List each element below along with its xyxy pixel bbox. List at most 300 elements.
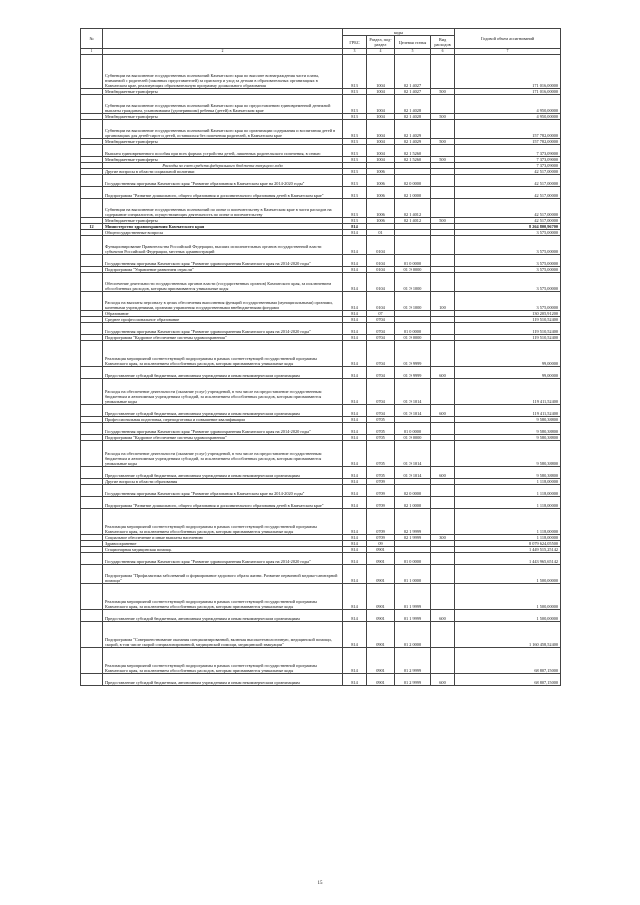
table-row — [81, 509, 561, 535]
row-name: Реализация мероприятий соответствующей подпрограммы в рамках соответствующей государственной программы Камчатского края, за исключением обособленных расходов, которым присваиваются уникальные коды — [103, 341, 343, 367]
row-amount: 171 016,00000 — [455, 89, 561, 95]
header-target: Целевая статья — [395, 36, 431, 49]
row-target: 02 0 0000 — [395, 485, 431, 497]
row-amount: 3 575,00000 — [455, 292, 561, 311]
row-exptype — [431, 485, 455, 497]
row-target: 02 1 4027 — [395, 55, 431, 89]
row-number — [81, 273, 103, 292]
row-name: Реализация мероприятий соответствующей подпрограммы в рамках соответствующей государственной программы Камчатского края, за исключением обособленных расходов, которым присваиваются уникальные коды — [103, 584, 343, 610]
row-name: Подпрограмма "Совершенствование оказания специализированной, включая высокотехнологичную, медицинской помощи, скорой, в том числе скорой специализированной, медицинской помощи, медицинской эвакуации" — [103, 622, 343, 648]
table-row — [81, 648, 561, 674]
row-grbs: 814 — [343, 367, 367, 379]
table-row — [81, 199, 561, 218]
row-grbs: 814 — [343, 541, 367, 547]
row-name: Общегосударственные вопросы — [103, 230, 343, 236]
row-name: Межбюджетные трансферты — [103, 89, 343, 95]
row-exptype: 600 — [431, 405, 455, 417]
row-name: Субвенции на выполнение государственных полномочий Камчатского края по выплате вознаграждения части платы, взимаемой с родителей (законных представителей) за присмотр и уход за детьми в образовательных организациях в Камчатском крае, реализующих образовательную программу дошкольного образования — [103, 55, 343, 89]
row-section: 0704 — [367, 335, 395, 341]
row-grbs: 814 — [343, 610, 367, 622]
row-exptype — [431, 509, 455, 535]
row-name: Подпрограмма "Развитие дошкольного, общего образования и дополнительного образования детей в Камчатском крае" — [103, 187, 343, 199]
table-row — [81, 145, 561, 157]
row-section: 1006 — [367, 218, 395, 224]
table-row — [81, 423, 561, 435]
row-section: 01 — [367, 230, 395, 236]
row-grbs: 813 — [343, 114, 367, 120]
row-grbs: 813 — [343, 218, 367, 224]
row-target: 02 1 4012 — [395, 218, 431, 224]
table-row — [81, 341, 561, 367]
row-exptype — [431, 55, 455, 89]
row-amount: 157 782,00000 — [455, 120, 561, 139]
header-section: Раздел, под-раздел — [367, 36, 395, 49]
row-number — [81, 553, 103, 565]
row-exptype — [431, 145, 455, 157]
row-section: 0901 — [367, 648, 395, 674]
table-row — [81, 236, 561, 255]
row-grbs: 814 — [343, 317, 367, 323]
row-exptype: 500 — [431, 114, 455, 120]
row-exptype — [431, 255, 455, 267]
row-section: 1006 — [367, 169, 395, 175]
header-index: 1 — [81, 49, 103, 55]
row-name: Выплата единовременного пособия при всех формах устройства детей, лишенных родительского попечения, в семью — [103, 145, 343, 157]
row-target: 01 Э 1000 — [395, 273, 431, 292]
header-index: 2 — [103, 49, 343, 55]
row-target: 02 1 4028 — [395, 95, 431, 114]
table-row — [81, 55, 561, 89]
row-amount: 7 373,09000 — [455, 157, 561, 163]
row-section: 0901 — [367, 553, 395, 565]
row-name: Среднее профессиональное образование — [103, 317, 343, 323]
table-row — [81, 95, 561, 114]
row-section: 0104 — [367, 267, 395, 273]
header-index: 5 — [395, 49, 431, 55]
row-exptype — [431, 441, 455, 467]
row-exptype — [431, 379, 455, 405]
row-number — [81, 622, 103, 648]
row-section: 0704 — [367, 323, 395, 335]
row-amount: 157 782,00000 — [455, 139, 561, 145]
row-number — [81, 145, 103, 157]
row-amount: 7 373,09000 — [455, 163, 561, 169]
table-row — [81, 273, 561, 292]
row-amount: 8 264 800,96700 — [455, 224, 561, 230]
row-amount: 1 160 458,52400 — [455, 622, 561, 648]
row-number — [81, 485, 103, 497]
row-amount: 3 575,00000 — [455, 255, 561, 267]
row-amount: 68 807,15000 — [455, 674, 561, 686]
table-body — [81, 55, 561, 686]
row-exptype — [431, 423, 455, 435]
row-amount: 9 580,38800 — [455, 417, 561, 423]
row-name: Социальное обеспечение и иные выплаты населению — [103, 535, 343, 541]
row-grbs: 813 — [343, 55, 367, 89]
row-name: Государственная программа Камчатского края "Развитие здравоохранения Камчатского края на 2014-2020 годы" — [103, 423, 343, 435]
row-exptype — [431, 323, 455, 335]
row-amount: 3 575,00000 — [455, 267, 561, 273]
row-exptype: 600 — [431, 674, 455, 686]
row-grbs: 813 — [343, 169, 367, 175]
row-section: 0704 — [367, 379, 395, 405]
row-section: 0901 — [367, 622, 395, 648]
row-amount: 42 517,00000 — [455, 175, 561, 187]
row-section: 1004 — [367, 55, 395, 89]
row-number — [81, 236, 103, 255]
table-row — [81, 441, 561, 467]
row-name: Государственная программа Камчатского края "Развитие здравоохранения Камчатского края на 2014-2020 годы" — [103, 323, 343, 335]
row-grbs: 814 — [343, 479, 367, 485]
row-amount: 4 950,00000 — [455, 95, 561, 114]
row-name: Расходы на выплаты персоналу в целях обеспечения выполнения функций государственными (муниципальными) органами, казенными учреждениями, органами управления государственными внебюджетными фондами — [103, 292, 343, 311]
row-name: Предоставление субсидий бюджетным, автономным учреждениям и иным некоммерческим организациям — [103, 467, 343, 479]
row-target: 01 Э 0000 — [395, 335, 431, 341]
row-grbs: 814 — [343, 485, 367, 497]
row-exptype: 500 — [431, 218, 455, 224]
row-number — [81, 175, 103, 187]
row-amount: 42 517,00000 — [455, 218, 561, 224]
row-grbs: 814 — [343, 423, 367, 435]
row-grbs: 814 — [343, 648, 367, 674]
row-section: 07 — [367, 311, 395, 317]
row-section: 0709 — [367, 485, 395, 497]
row-section: 0704 — [367, 405, 395, 417]
row-target: 01 Э 0000 — [395, 267, 431, 273]
row-grbs: 814 — [343, 379, 367, 405]
row-name: Профессиональная подготовка, переподготовка и повышение квалификации — [103, 417, 343, 423]
row-grbs: 814 — [343, 509, 367, 535]
row-name: Подпрограмма "Кадровое обеспечение системы здравоохранения" — [103, 435, 343, 441]
row-target: 02 1 0000 — [395, 497, 431, 509]
row-target: 02 1 4029 — [395, 120, 431, 139]
row-name: Подпрограмма "Профилактика заболеваний и формирование здорового образа жизни. Развитие первичной медико-санитарной помощи" — [103, 565, 343, 584]
row-exptype — [431, 622, 455, 648]
row-section: 09 — [367, 541, 395, 547]
row-grbs: 814 — [343, 236, 367, 255]
row-amount: 1 500,00000 — [455, 584, 561, 610]
header-amount: Годовой объем ассигнований — [455, 29, 561, 49]
row-target: 02 1 0000 — [395, 187, 431, 199]
row-grbs: 814 — [343, 441, 367, 467]
row-target: 02 1 9999 — [395, 509, 431, 535]
row-exptype — [431, 553, 455, 565]
row-amount: 4 950,00000 — [455, 114, 561, 120]
row-grbs: 814 — [343, 497, 367, 509]
header-index: 6 — [431, 49, 455, 55]
row-amount: 7 373,09000 — [455, 145, 561, 157]
row-amount: 42 517,00000 — [455, 169, 561, 175]
row-amount: 119 510,52400 — [455, 317, 561, 323]
row-exptype: 600 — [431, 610, 455, 622]
row-target: 02 1 4028 — [395, 114, 431, 120]
row-grbs: 814 — [343, 565, 367, 584]
row-number — [81, 509, 103, 535]
header-codes: коды — [343, 29, 455, 36]
row-amount: 1 449 515,25142 — [455, 547, 561, 553]
row-exptype: 500 — [431, 139, 455, 145]
header-index: 4 — [367, 49, 395, 55]
row-name: Государственная программа Камчатского края "Развитие здравоохранения Камчатского края на 2014-2020 годы" — [103, 553, 343, 565]
row-exptype: 100 — [431, 292, 455, 311]
row-exptype: 600 — [431, 467, 455, 479]
row-exptype: 300 — [431, 535, 455, 541]
row-amount: 42 517,00000 — [455, 187, 561, 199]
row-grbs: 814 — [343, 674, 367, 686]
row-number — [81, 341, 103, 367]
table-row — [81, 323, 561, 335]
table-row — [81, 497, 561, 509]
row-number — [81, 379, 103, 405]
header-index: 7 — [455, 49, 561, 55]
row-section: 0901 — [367, 565, 395, 584]
row-section: 1004 — [367, 89, 395, 95]
row-name: Межбюджетные трансферты — [103, 114, 343, 120]
header-exptype: Вид расходов — [431, 36, 455, 49]
row-name: Расходы на обеспечение деятельности (оказание услуг) учреждений, в том числе на предоставление государственным бюджетным и автономным учреждениям субсидий, за исключением обособленных расходов, которым присваиваются уникальные коды — [103, 379, 343, 405]
row-name: Государственная программа Камчатского края "Развитие здравоохранения Камчатского края на 2014-2020 годы" — [103, 255, 343, 267]
row-section: 1006 — [367, 187, 395, 199]
row-name: Межбюджетные трансферты — [103, 218, 343, 224]
row-amount: 42 517,00000 — [455, 199, 561, 218]
row-exptype — [431, 341, 455, 367]
row-name: Стационарная медицинская помощь — [103, 547, 343, 553]
row-target: 01 Э 9999 — [395, 341, 431, 367]
row-name: Реализация мероприятий соответствующей подпрограммы в рамках соответствующей государственной программы Камчатского края, за исключением обособленных расходов, которым присваиваются уникальные коды — [103, 648, 343, 674]
row-grbs: 814 — [343, 622, 367, 648]
row-amount: 3 575,00000 — [455, 236, 561, 255]
row-section: 0104 — [367, 236, 395, 255]
row-grbs: 813 — [343, 157, 367, 163]
row-number — [81, 674, 103, 686]
table-row — [81, 120, 561, 139]
table-row — [81, 292, 561, 311]
row-name: Расходы за счет средств федерального бюджета текущего года — [103, 163, 343, 169]
row-number — [81, 610, 103, 622]
row-amount: 9 580,38800 — [455, 441, 561, 467]
row-grbs: 814 — [343, 311, 367, 317]
row-amount: 68 807,15000 — [455, 648, 561, 674]
row-number — [81, 55, 103, 89]
row-exptype — [431, 236, 455, 255]
row-amount: 1 118,00000 — [455, 485, 561, 497]
row-target: 01 1 9999 — [395, 610, 431, 622]
row-target: 01 Э 1014 — [395, 441, 431, 467]
row-amount: 3 575,00000 — [455, 230, 561, 236]
row-number — [81, 187, 103, 199]
row-name: Реализация мероприятий соответствующей подпрограммы в рамках соответствующей государственной программы Камчатского края, за исключением обособленных расходов, которым присваиваются уникальные коды — [103, 509, 343, 535]
table-row — [81, 565, 561, 584]
row-section: 0104 — [367, 255, 395, 267]
row-section: 0104 — [367, 273, 395, 292]
row-exptype: 500 — [431, 157, 455, 163]
row-name: Министерство здравоохранения Камчатского края — [103, 224, 343, 230]
row-name: Образование — [103, 311, 343, 317]
row-amount: 119 510,52400 — [455, 323, 561, 335]
row-amount: 9 580,38800 — [455, 467, 561, 479]
row-target: 01 Э 0000 — [395, 435, 431, 441]
row-target: 01 Э 1014 — [395, 467, 431, 479]
row-section: 1004 — [367, 139, 395, 145]
row-target: 01 Э 9999 — [395, 367, 431, 379]
row-grbs: 814 — [343, 547, 367, 553]
row-number — [81, 120, 103, 139]
row-number — [81, 584, 103, 610]
row-grbs: 814 — [343, 230, 367, 236]
row-amount: 1 500,00000 — [455, 565, 561, 584]
row-amount: 3 575,00000 — [455, 273, 561, 292]
row-exptype — [431, 497, 455, 509]
row-exptype — [431, 120, 455, 139]
row-grbs: 814 — [343, 341, 367, 367]
row-amount: 1 500,00000 — [455, 610, 561, 622]
row-target: 01 0 0000 — [395, 423, 431, 435]
row-name: Межбюджетные трансферты — [103, 157, 343, 163]
row-exptype — [431, 175, 455, 187]
header-grbs: ГРБС — [343, 36, 367, 49]
row-grbs: 813 — [343, 175, 367, 187]
row-grbs: 814 — [343, 435, 367, 441]
row-section: 0709 — [367, 497, 395, 509]
row-name: Здравоохранение — [103, 541, 343, 547]
row-grbs: 814 — [343, 267, 367, 273]
row-section: 0901 — [367, 584, 395, 610]
row-target: 01 Э 1014 — [395, 405, 431, 417]
row-amount: 119 510,52400 — [455, 335, 561, 341]
row-exptype — [431, 565, 455, 584]
page-number: 15 — [317, 881, 323, 886]
row-number — [81, 648, 103, 674]
row-section: 0705 — [367, 435, 395, 441]
row-name: Предоставление субсидий бюджетным, автономным учреждениям и иным некоммерческим организациям — [103, 610, 343, 622]
row-grbs: 813 — [343, 95, 367, 114]
row-name: Межбюджетные трансферты — [103, 139, 343, 145]
row-name: Подпрограмма "Управление развитием отрасли" — [103, 267, 343, 273]
row-name: Субвенции на выполнение государственных полномочий по опеке и попечительству в Камчатском крае в части расходов на содержание специалистов, осуществляющих деятельность по опеке и попечительству — [103, 199, 343, 218]
row-exptype — [431, 187, 455, 199]
row-grbs: 814 — [343, 224, 367, 230]
row-grbs: 814 — [343, 535, 367, 541]
row-amount: 9 580,38800 — [455, 423, 561, 435]
table-row — [81, 674, 561, 686]
row-amount: 9 580,38800 — [455, 435, 561, 441]
table-row — [81, 610, 561, 622]
row-exptype — [431, 273, 455, 292]
row-section: 1004 — [367, 120, 395, 139]
row-grbs: 814 — [343, 417, 367, 423]
row-grbs: 814 — [343, 584, 367, 610]
row-amount: 8 079 624,05500 — [455, 541, 561, 547]
row-amount: 171 016,00000 — [455, 55, 561, 89]
row-name: Подпрограмма "Кадровое обеспечение системы здравоохранения" — [103, 335, 343, 341]
row-number — [81, 95, 103, 114]
row-section: 0104 — [367, 292, 395, 311]
row-section: 0709 — [367, 509, 395, 535]
table-row — [81, 175, 561, 187]
row-target: 01 2 0000 — [395, 622, 431, 648]
row-number — [81, 565, 103, 584]
row-name: Обеспечение деятельности государственных органов власти (государственных органов) Камчатского края, за исключением обособленных расходов, которым присваиваются уникальные коды — [103, 273, 343, 292]
row-number — [81, 323, 103, 335]
row-grbs: 814 — [343, 405, 367, 417]
row-target: 02 0 0000 — [395, 175, 431, 187]
row-grbs: 813 — [343, 139, 367, 145]
row-target: 02 1 4012 — [395, 199, 431, 218]
table-row — [81, 187, 561, 199]
row-amount: 1 118,00000 — [455, 509, 561, 535]
row-grbs: 814 — [343, 323, 367, 335]
row-exptype: 500 — [431, 89, 455, 95]
row-grbs: 814 — [343, 255, 367, 267]
header-index: 3 — [343, 49, 367, 55]
row-number — [81, 255, 103, 267]
table-row — [81, 405, 561, 417]
row-target: 01 1 0000 — [395, 565, 431, 584]
row-name: Другие вопросы в области образования — [103, 479, 343, 485]
row-name: Государственная программа Камчатского края "Развитие образования в Камчатском крае на 2014-2020 годы" — [103, 485, 343, 497]
row-section: 0901 — [367, 674, 395, 686]
row-grbs: 813 — [343, 120, 367, 139]
row-target: 01 Э 1014 — [395, 379, 431, 405]
row-amount: 119 411,52400 — [455, 405, 561, 417]
row-exptype — [431, 95, 455, 114]
row-section: 0705 — [367, 417, 395, 423]
row-exptype: 600 — [431, 367, 455, 379]
table-row — [81, 255, 561, 267]
row-target: 02 1 4029 — [395, 139, 431, 145]
row-name: Подпрограмма "Развитие дошкольного, общего образования и дополнительного образования детей в Камчатском крае" — [103, 497, 343, 509]
row-amount: 1 118,00000 — [455, 497, 561, 509]
row-section: 0705 — [367, 441, 395, 467]
row-target: 02 1 9999 — [395, 535, 431, 541]
row-section: 1004 — [367, 95, 395, 114]
row-target: 02 1 4027 — [395, 89, 431, 95]
header-number: № — [81, 29, 103, 49]
row-target: 02 1 5260 — [395, 145, 431, 157]
row-section: 1006 — [367, 175, 395, 187]
row-exptype — [431, 584, 455, 610]
budget-table — [80, 28, 561, 686]
row-section: 1006 — [367, 199, 395, 218]
budget-page — [80, 28, 560, 686]
row-section: 0901 — [367, 610, 395, 622]
row-target: 01 0 0000 — [395, 255, 431, 267]
row-name: Предоставление субсидий бюджетным, автономным учреждениям и иным некоммерческим организациям — [103, 367, 343, 379]
row-number — [81, 199, 103, 218]
row-section: 0704 — [367, 341, 395, 367]
row-target: 01 Э 1000 — [395, 292, 431, 311]
row-grbs: 813 — [343, 199, 367, 218]
row-name: Расходы на обеспечение деятельности (оказание услуг) учреждений, в том числе на предоставление государственным бюджетным и автономным учреждениям субсидий, за исключением обособленных расходов, которым присваиваются уникальные коды — [103, 441, 343, 467]
row-grbs: 814 — [343, 273, 367, 292]
row-name: Функционирование Правительства Российской Федерации, высших исполнительных органов государственной власти субъектов Российской Федерации, местных администраций — [103, 236, 343, 255]
row-grbs: 814 — [343, 335, 367, 341]
row-name: Государственная программа Камчатского края "Развитие образования в Камчатском крае на 2014-2020 годы" — [103, 175, 343, 187]
row-number — [81, 423, 103, 435]
row-name: Другие вопросы в области социальной политики — [103, 169, 343, 175]
row-grbs: 813 — [343, 145, 367, 157]
row-target: 02 1 5260 — [395, 157, 431, 163]
row-section: 0709 — [367, 535, 395, 541]
row-amount: 130 205,91200 — [455, 311, 561, 317]
row-number — [81, 367, 103, 379]
row-grbs: 814 — [343, 467, 367, 479]
row-exptype — [431, 648, 455, 674]
row-amount: 1 118,00000 — [455, 479, 561, 485]
row-section: 0704 — [367, 317, 395, 323]
row-section: 1004 — [367, 145, 395, 157]
row-amount: 1 118,00000 — [455, 535, 561, 541]
